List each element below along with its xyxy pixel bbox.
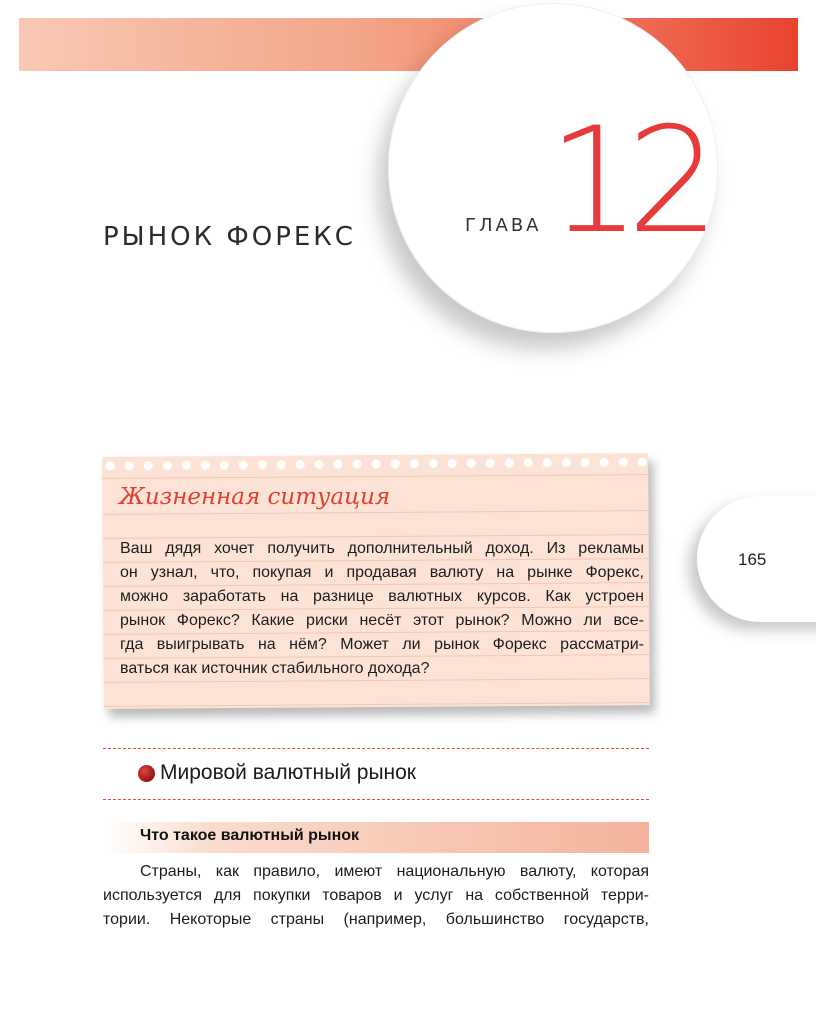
subheading: Что такое валютный рынок [140,827,360,844]
section-divider-top [103,748,649,749]
chapter-number: 12 [548,96,706,266]
body-line: используется для покупки товаров и услуг на собственной терри- [103,887,649,904]
chapter-title: РЫНОК ФОРЕКС [103,222,356,252]
header-band [19,18,798,71]
body-paragraph [103,860,649,932]
note-line: гда выигрывать на нём? Может ли рынок Форекс рассматри- [120,636,644,653]
note-text [120,537,644,681]
body-line: тории. Некоторые страны (например, большинство государств, [103,911,649,928]
torn-paper-edge [102,453,648,475]
note-line: он узнал, что, покупая и продавая валюту на рынке Форекс, [120,564,644,581]
chapter-label: ГЛАВА [465,215,542,236]
section-divider-bottom [103,799,649,800]
note-line: рынок Форекс? Какие риски несёт этот рынок? Можно ли все- [120,612,644,629]
bullet-icon [138,765,155,782]
note-title: Жизненная ситуация [119,484,391,510]
section-heading: Мировой валютный рынок [160,761,416,784]
page-number: 165 [738,550,767,569]
note-line: можно заработать на разнице валютных курсов. Как устроен [120,588,644,605]
note-line: ваться как источник стабильного дохода? [120,660,430,677]
note-line: Ваш дядя хочет получить дополнительный доход. Из рекламы [120,540,644,557]
body-line: Страны, как правило, имеют национальную валюту, которая [140,863,649,880]
